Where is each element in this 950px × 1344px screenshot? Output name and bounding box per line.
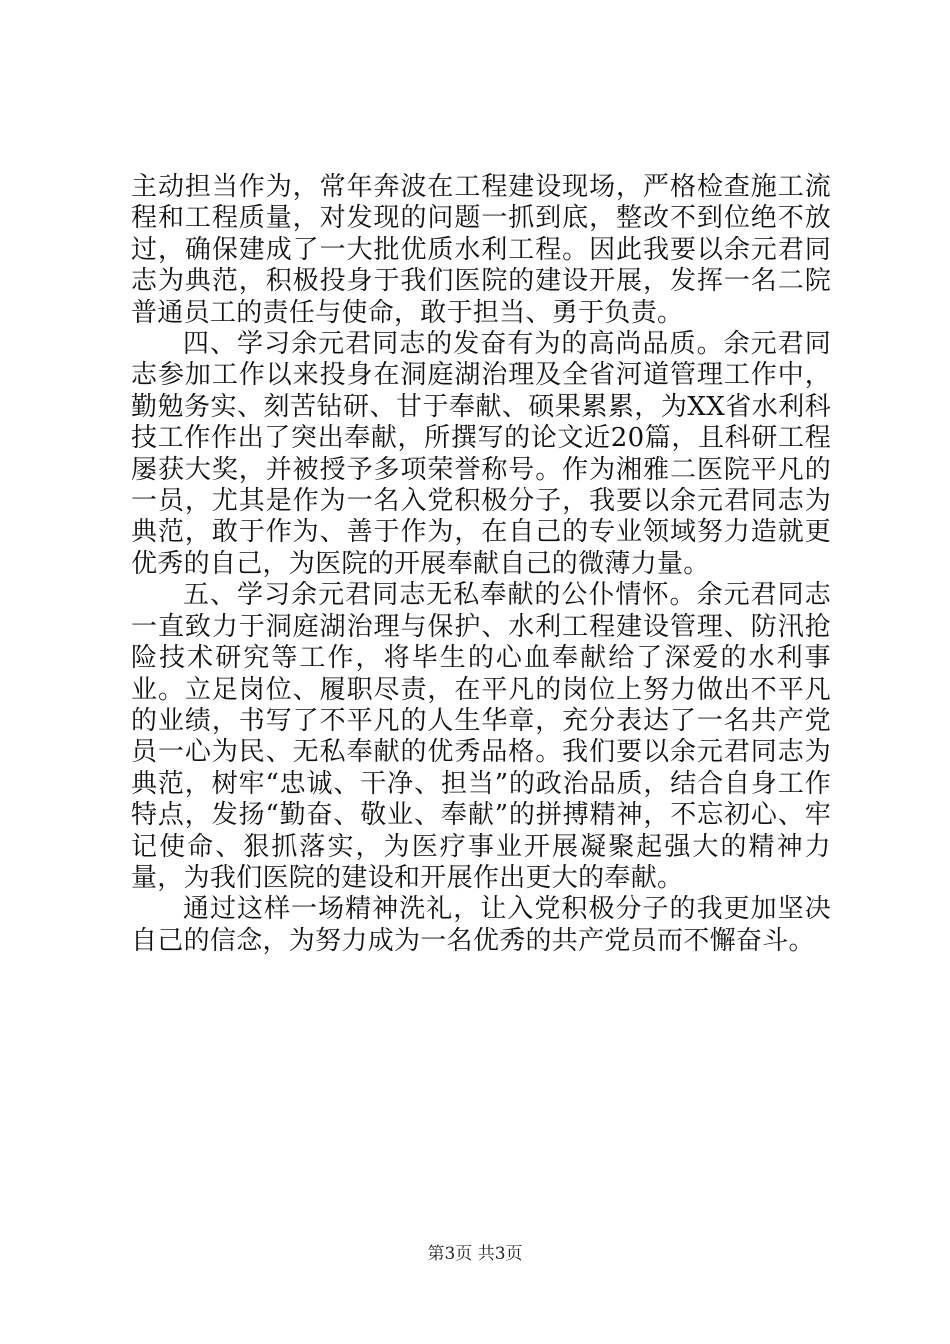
paragraph-section-five: 五、学习余元君同志无私奉献的公仆情怀。余元君同志一直致力于洞庭湖治理与保护、水利工程建设管理、防汛抢险技术研究等工作，将毕生的心血奉献给了深爱的水利事业。立足岗位、履职尽责，在平凡的岗位上努力做出不平凡的业绩，书写了不平凡的人生华章，充分表达了一名共产党员一心为民、无私奉献的优秀品格。我们要以余元君同志为典范，树牢“忠诚、干净、担当”的政治品质，结合自身工作特点，发扬“勤奋、敬业、奉献”的拼搏精神，不忘初心、牢记使命、狠抓落实，为医疗事业开展凝聚起强大的精神力量，为我们医院的建设和开展作出更大的奉献。 bbox=[131, 580, 831, 893]
page-number-footer: 第3页 共3页 bbox=[427, 1244, 523, 1264]
paragraph-section-four: 四、学习余元君同志的发奋有为的高尚品质。余元君同志参加工作以来投身在洞庭湖治理及全省河道管理工作中，勤勉务实、刻苦钻研、甘于奉献、硕果累累，为XX省水利科技工作作出了突出奉献，所撰写的论文近20篇，且科研工程屡获大奖，并被授予多项荣誉称号。作为湘雅二医院平凡的一员，尤其是作为一名入党积极分子，我要以余元君同志为典范，敢于作为、善于作为，在自己的专业领域努力造就更优秀的自己，为医院的开展奉献自己的微薄力量。 bbox=[131, 329, 831, 579]
document-body bbox=[131, 172, 831, 957]
paragraph-continuation: 主动担当作为，常年奔波在工程建设现场，严格检查施工流程和工程质量，对发现的问题一抓到底，整改不到位绝不放过，确保建成了一大批优质水利工程。因此我要以余元君同志为典范，积极投身于我们医院的建设开展，发挥一名二院普通员工的责任与使命，敢于担当、勇于负责。 bbox=[131, 172, 831, 328]
paragraph-conclusion: 通过这样一场精神洗礼，让入党积极分子的我更加坚决自己的信念，为努力成为一名优秀的共产党员而不懈奋斗。 bbox=[131, 894, 831, 956]
